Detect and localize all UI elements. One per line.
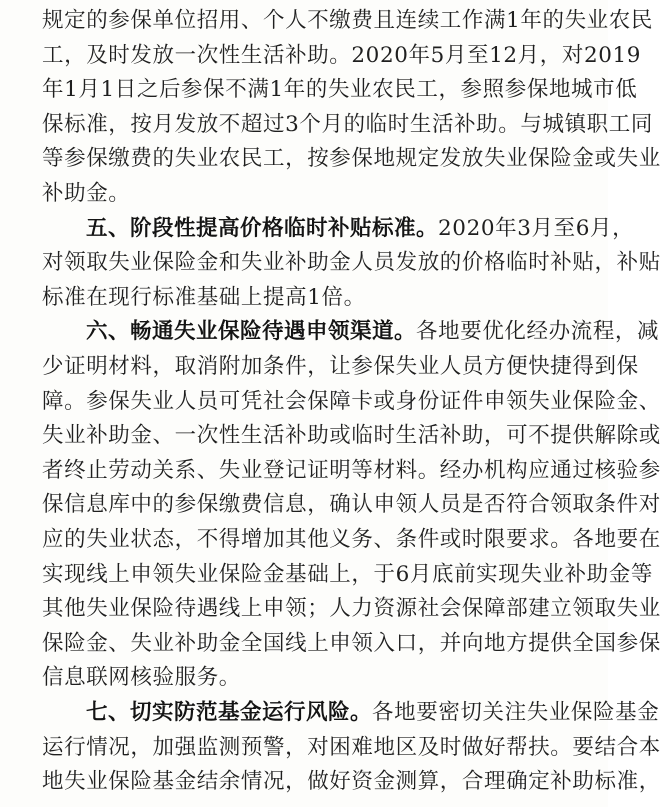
text-line: 其他失业保险待遇线上申领；人力资源社会保障部建立领取失业 [42,596,661,622]
text-line: 运行情况，加强监测预警，对困难地区及时做好帮扶。要结合本 [42,734,661,760]
text-line: 应的失业状态，不得增加其他义务、条件或时限要求。各地要在 [42,527,661,552]
section-7-text: 各地要密切关注失业保险基金 [372,700,660,725]
section-7-heading: 七、切实防范基金运行风险。 [86,700,373,725]
section-6-text: 各地要优化经办流程，减 [416,319,660,345]
text-line: 保信息库中的参保缴费信息，确认申领人员是否符合领取条件对 [42,492,661,518]
text-line: 等参保缴费的失业农民工，按参保地规定发放失业保险金或失业 [42,146,661,172]
text-line: 补助金。 [42,181,131,206]
text-line: 实现线上申领失业保险金基础上，于6月底前实现失业补助金等 [42,561,653,587]
text-line: 失业补助金、一次性生活补助或临时生活补助，可不提供解除或 [42,423,661,449]
text-line: 少证明材料，取消附加条件，让参保失业人员方便快捷得到保 [42,354,639,379]
section-5-text: 2020年3月至6月， [438,215,635,241]
section-5-heading: 五、阶段性提高价格临时补贴标准。 [86,215,439,241]
section-6-first-line [86,317,659,347]
text-line: 对领取失业保险金和失业补助金人员发放的价格临时补贴，补贴 [42,250,661,276]
text-line: 年1月1日之后参保不满1年的失业农民工，参照参保地城市低 [42,77,638,103]
text-line: 者终止劳动关系、失业登记证明等材料。经办机构应通过核验参 [42,457,661,483]
section-6-heading: 六、畅通失业保险待遇申领渠道。 [86,319,417,345]
text-line: 规定的参保单位招用、个人不缴费且连续工作满1年的失业农民 [42,8,653,33]
text-line: 地失业保险基金结余情况，做好资金测算，合理确定补助标准， [42,769,661,795]
section-5-first-line [86,214,634,244]
section-7-first-line [86,698,659,728]
text-line: 信息联网核验服务。 [42,665,241,691]
text-line: 保险金、失业补助金全国线上申领入口，并向地方提供全国参保 [42,630,661,656]
text-line: 工，及时发放一次性生活补助。2020年5月至12月，对2019 [42,42,642,68]
text-line: 保标准，按月发放不超过3个月的临时生活补助。与城镇职工同 [42,111,653,137]
text-line: 障。参保失业人员可凭社会保障卡或身份证件申领失业保险金、 [42,388,661,414]
text-line: 标准在现行标准基础上提高1倍。 [42,284,366,310]
